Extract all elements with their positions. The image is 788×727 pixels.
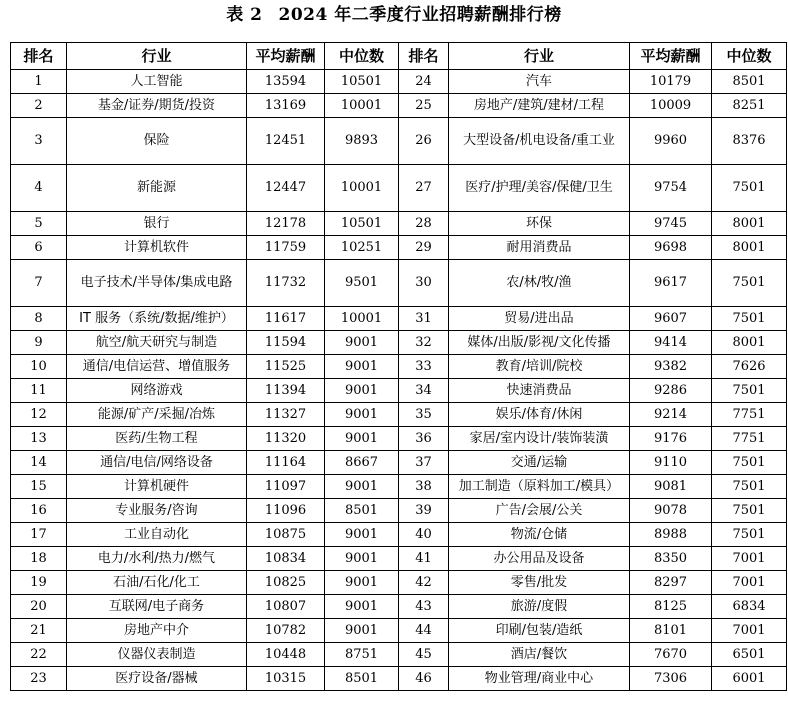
table-row [11, 260, 787, 307]
cell-median: 8751 [325, 643, 399, 667]
cell-industry-right: 娱乐/体育/休闲 [449, 403, 630, 427]
cell-median-right: 7001 [712, 571, 787, 595]
cell-avg-salary: 11164 [247, 451, 325, 475]
cell-avg-salary: 13169 [247, 94, 325, 118]
cell-rank-right: 46 [399, 667, 449, 691]
cell-industry-right: 贸易/进出品 [449, 307, 630, 331]
table-row [11, 475, 787, 499]
header-median-right: 中位数 [712, 43, 787, 70]
cell-industry-right: 农/林/牧/渔 [449, 260, 630, 307]
cell-industry: 石油/石化/化工 [67, 571, 247, 595]
cell-rank-right: 43 [399, 595, 449, 619]
cell-industry-right: 零售/批发 [449, 571, 630, 595]
cell-rank: 3 [11, 118, 67, 165]
cell-avg-salary-right: 9617 [630, 260, 712, 307]
cell-industry-right: 媒体/出版/影视/文化传播 [449, 331, 630, 355]
cell-industry: 通信/电信/网络设备 [67, 451, 247, 475]
cell-industry-right: 办公用品及设备 [449, 547, 630, 571]
cell-rank: 22 [11, 643, 67, 667]
cell-median: 10501 [325, 212, 399, 236]
cell-median: 10001 [325, 165, 399, 212]
cell-median: 9001 [325, 427, 399, 451]
table-row [11, 595, 787, 619]
cell-industry: 计算机软件 [67, 236, 247, 260]
cell-rank-right: 32 [399, 331, 449, 355]
header-avg-salary-right: 平均薪酬 [630, 43, 712, 70]
cell-median: 8667 [325, 451, 399, 475]
cell-median: 8501 [325, 499, 399, 523]
cell-avg-salary-right: 9698 [630, 236, 712, 260]
table-row [11, 523, 787, 547]
cell-rank-right: 44 [399, 619, 449, 643]
cell-industry-right: 大型设备/机电设备/重工业 [449, 118, 630, 165]
cell-median-right: 6501 [712, 643, 787, 667]
cell-rank-right: 41 [399, 547, 449, 571]
cell-rank: 5 [11, 212, 67, 236]
salary-ranking-table [10, 42, 787, 691]
cell-rank: 16 [11, 499, 67, 523]
table-row [11, 70, 787, 94]
cell-rank: 20 [11, 595, 67, 619]
cell-rank-right: 33 [399, 355, 449, 379]
cell-industry: 工业自动化 [67, 523, 247, 547]
caption-label: 表 2 [226, 5, 263, 25]
cell-median: 9501 [325, 260, 399, 307]
cell-avg-salary: 11394 [247, 379, 325, 403]
cell-median: 9893 [325, 118, 399, 165]
table-row [11, 667, 787, 691]
table-row [11, 355, 787, 379]
cell-industry: 通信/电信运营、增值服务 [67, 355, 247, 379]
cell-rank-right: 39 [399, 499, 449, 523]
cell-avg-salary: 13594 [247, 70, 325, 94]
cell-avg-salary-right: 8297 [630, 571, 712, 595]
cell-avg-salary: 10834 [247, 547, 325, 571]
cell-rank: 23 [11, 667, 67, 691]
table-row [11, 403, 787, 427]
cell-median-right: 7001 [712, 547, 787, 571]
cell-avg-salary-right: 9078 [630, 499, 712, 523]
cell-rank: 9 [11, 331, 67, 355]
table-row [11, 427, 787, 451]
cell-median: 9001 [325, 547, 399, 571]
cell-rank-right: 28 [399, 212, 449, 236]
cell-industry: IT 服务（系统/数据/维护） [67, 307, 247, 331]
table-row [11, 499, 787, 523]
cell-avg-salary: 10448 [247, 643, 325, 667]
cell-rank-right: 42 [399, 571, 449, 595]
cell-rank-right: 38 [399, 475, 449, 499]
cell-industry: 电力/水利/热力/燃气 [67, 547, 247, 571]
caption-text: 2024 年二季度行业招聘薪酬排行榜 [278, 5, 562, 25]
cell-rank: 12 [11, 403, 67, 427]
header-rank: 排名 [11, 43, 67, 70]
cell-industry-right: 汽车 [449, 70, 630, 94]
cell-avg-salary: 12451 [247, 118, 325, 165]
cell-median: 9001 [325, 571, 399, 595]
cell-rank: 17 [11, 523, 67, 547]
cell-industry-right: 酒店/餐饮 [449, 643, 630, 667]
cell-avg-salary: 10782 [247, 619, 325, 643]
cell-median-right: 7501 [712, 379, 787, 403]
cell-median-right: 7626 [712, 355, 787, 379]
cell-median-right: 8251 [712, 94, 787, 118]
cell-industry: 网络游戏 [67, 379, 247, 403]
cell-median-right: 7501 [712, 451, 787, 475]
cell-industry-right: 物流/仓储 [449, 523, 630, 547]
cell-industry: 保险 [67, 118, 247, 165]
cell-rank-right: 31 [399, 307, 449, 331]
cell-industry: 互联网/电子商务 [67, 595, 247, 619]
cell-avg-salary-right: 9754 [630, 165, 712, 212]
cell-avg-salary: 10875 [247, 523, 325, 547]
cell-median: 10251 [325, 236, 399, 260]
cell-median: 9001 [325, 403, 399, 427]
cell-median-right: 7501 [712, 260, 787, 307]
cell-avg-salary: 11327 [247, 403, 325, 427]
cell-industry: 房地产中介 [67, 619, 247, 643]
cell-industry-right: 耐用消费品 [449, 236, 630, 260]
cell-rank: 8 [11, 307, 67, 331]
cell-median-right: 7501 [712, 475, 787, 499]
table-row [11, 236, 787, 260]
table-header-row [11, 43, 787, 70]
header-median: 中位数 [325, 43, 399, 70]
cell-rank: 15 [11, 475, 67, 499]
header-industry-right: 行业 [449, 43, 630, 70]
cell-industry-right: 旅游/度假 [449, 595, 630, 619]
cell-rank: 13 [11, 427, 67, 451]
cell-industry-right: 医疗/护理/美容/保健/卫生 [449, 165, 630, 212]
cell-rank-right: 36 [399, 427, 449, 451]
cell-rank: 11 [11, 379, 67, 403]
cell-avg-salary-right: 9286 [630, 379, 712, 403]
cell-avg-salary: 11617 [247, 307, 325, 331]
cell-median: 8501 [325, 667, 399, 691]
cell-median-right: 8001 [712, 331, 787, 355]
cell-rank-right: 35 [399, 403, 449, 427]
cell-rank-right: 26 [399, 118, 449, 165]
table-row [11, 547, 787, 571]
cell-median-right: 8001 [712, 236, 787, 260]
cell-median: 9001 [325, 595, 399, 619]
cell-avg-salary-right: 9110 [630, 451, 712, 475]
cell-industry-right: 环保 [449, 212, 630, 236]
cell-rank-right: 37 [399, 451, 449, 475]
cell-avg-salary-right: 9081 [630, 475, 712, 499]
cell-avg-salary-right: 9607 [630, 307, 712, 331]
cell-rank: 14 [11, 451, 67, 475]
cell-avg-salary-right: 8988 [630, 523, 712, 547]
cell-median-right: 8001 [712, 212, 787, 236]
table-row [11, 643, 787, 667]
cell-median: 9001 [325, 523, 399, 547]
cell-industry-right: 印刷/包装/造纸 [449, 619, 630, 643]
cell-industry: 医药/生物工程 [67, 427, 247, 451]
cell-industry: 人工智能 [67, 70, 247, 94]
table-row [11, 307, 787, 331]
table-row [11, 165, 787, 212]
cell-industry-right: 广告/会展/公关 [449, 499, 630, 523]
cell-avg-salary-right: 10179 [630, 70, 712, 94]
cell-avg-salary: 12447 [247, 165, 325, 212]
cell-median-right: 7751 [712, 403, 787, 427]
table-row [11, 94, 787, 118]
cell-industry-right: 房地产/建筑/建材/工程 [449, 94, 630, 118]
cell-industry: 新能源 [67, 165, 247, 212]
cell-rank: 18 [11, 547, 67, 571]
cell-median: 9001 [325, 379, 399, 403]
cell-avg-salary-right: 9176 [630, 427, 712, 451]
cell-industry-right: 加工制造（原料加工/模具） [449, 475, 630, 499]
cell-median: 9001 [325, 355, 399, 379]
cell-rank: 2 [11, 94, 67, 118]
cell-industry: 仪器仪表制造 [67, 643, 247, 667]
cell-avg-salary: 11097 [247, 475, 325, 499]
table-row [11, 451, 787, 475]
cell-avg-salary-right: 9745 [630, 212, 712, 236]
cell-avg-salary-right: 9214 [630, 403, 712, 427]
cell-median-right: 8501 [712, 70, 787, 94]
table-row [11, 379, 787, 403]
cell-avg-salary-right: 9414 [630, 331, 712, 355]
cell-industry: 基金/证券/期货/投资 [67, 94, 247, 118]
cell-median: 9001 [325, 475, 399, 499]
cell-rank: 21 [11, 619, 67, 643]
cell-avg-salary: 12178 [247, 212, 325, 236]
cell-avg-salary: 10807 [247, 595, 325, 619]
cell-avg-salary: 11096 [247, 499, 325, 523]
cell-avg-salary: 11525 [247, 355, 325, 379]
table-row [11, 118, 787, 165]
cell-avg-salary: 10825 [247, 571, 325, 595]
cell-median-right: 7501 [712, 165, 787, 212]
cell-avg-salary-right: 7670 [630, 643, 712, 667]
cell-avg-salary-right: 8101 [630, 619, 712, 643]
cell-median: 10001 [325, 94, 399, 118]
cell-industry-right: 交通/运输 [449, 451, 630, 475]
cell-rank: 1 [11, 70, 67, 94]
header-industry: 行业 [67, 43, 247, 70]
cell-rank: 19 [11, 571, 67, 595]
cell-median: 10001 [325, 307, 399, 331]
cell-avg-salary-right: 9960 [630, 118, 712, 165]
cell-median: 10501 [325, 70, 399, 94]
cell-avg-salary-right: 8350 [630, 547, 712, 571]
cell-avg-salary: 11320 [247, 427, 325, 451]
cell-rank: 10 [11, 355, 67, 379]
cell-avg-salary: 10315 [247, 667, 325, 691]
cell-median: 9001 [325, 619, 399, 643]
cell-industry-right: 物业管理/商业中心 [449, 667, 630, 691]
cell-avg-salary-right: 10009 [630, 94, 712, 118]
cell-median-right: 6001 [712, 667, 787, 691]
table-caption [0, 0, 788, 32]
cell-rank-right: 24 [399, 70, 449, 94]
cell-rank: 7 [11, 260, 67, 307]
cell-median-right: 6834 [712, 595, 787, 619]
cell-avg-salary-right: 9382 [630, 355, 712, 379]
cell-median-right: 7501 [712, 499, 787, 523]
cell-industry: 航空/航天研究与制造 [67, 331, 247, 355]
cell-industry: 计算机硬件 [67, 475, 247, 499]
cell-rank-right: 45 [399, 643, 449, 667]
table-row [11, 331, 787, 355]
cell-rank-right: 29 [399, 236, 449, 260]
table-row [11, 212, 787, 236]
cell-industry: 电子技术/半导体/集成电路 [67, 260, 247, 307]
cell-industry: 能源/矿产/采掘/冶炼 [67, 403, 247, 427]
cell-median-right: 7501 [712, 307, 787, 331]
cell-median: 9001 [325, 331, 399, 355]
cell-industry: 专业服务/咨询 [67, 499, 247, 523]
cell-median-right: 7501 [712, 523, 787, 547]
cell-rank-right: 40 [399, 523, 449, 547]
cell-rank-right: 25 [399, 94, 449, 118]
cell-avg-salary: 11594 [247, 331, 325, 355]
header-avg-salary: 平均薪酬 [247, 43, 325, 70]
cell-avg-salary: 11759 [247, 236, 325, 260]
cell-rank-right: 27 [399, 165, 449, 212]
table-row [11, 571, 787, 595]
cell-industry-right: 教育/培训/院校 [449, 355, 630, 379]
cell-industry-right: 快速消费品 [449, 379, 630, 403]
cell-avg-salary-right: 7306 [630, 667, 712, 691]
cell-rank-right: 34 [399, 379, 449, 403]
table-row [11, 619, 787, 643]
cell-rank: 4 [11, 165, 67, 212]
cell-rank-right: 30 [399, 260, 449, 307]
header-rank-right: 排名 [399, 43, 449, 70]
cell-median-right: 7001 [712, 619, 787, 643]
cell-industry: 医疗设备/器械 [67, 667, 247, 691]
cell-median-right: 7751 [712, 427, 787, 451]
cell-industry: 银行 [67, 212, 247, 236]
cell-avg-salary: 11732 [247, 260, 325, 307]
cell-industry-right: 家居/室内设计/装饰装潢 [449, 427, 630, 451]
cell-median-right: 8376 [712, 118, 787, 165]
cell-rank: 6 [11, 236, 67, 260]
cell-avg-salary-right: 8125 [630, 595, 712, 619]
